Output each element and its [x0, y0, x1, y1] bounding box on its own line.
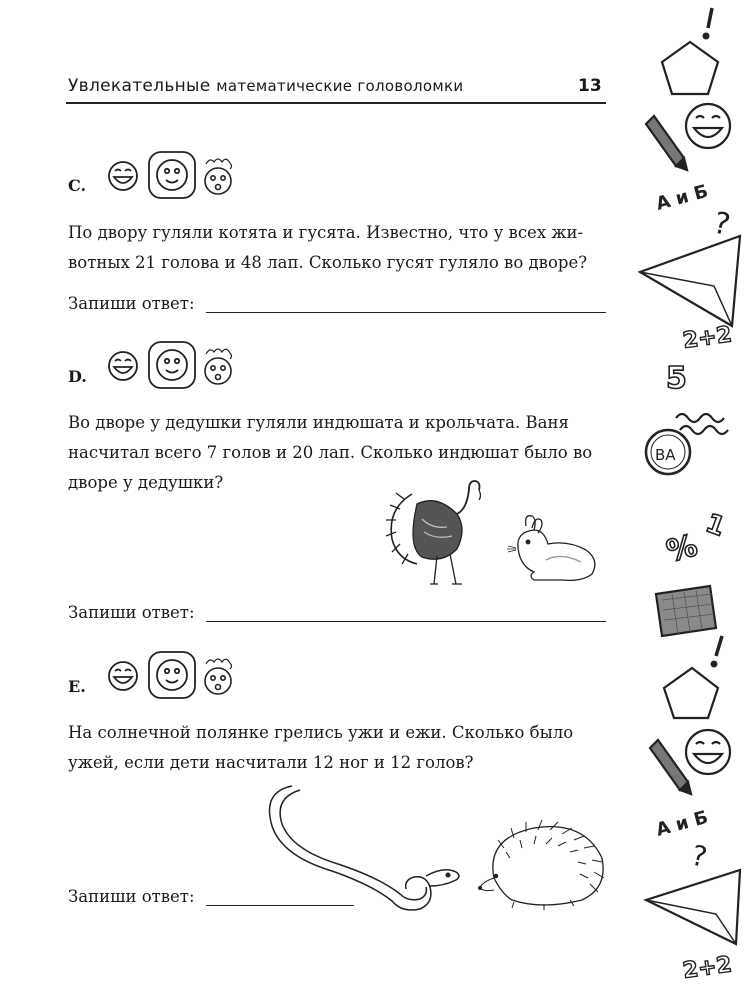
answer-field-e[interactable] — [206, 905, 354, 906]
problem-text-c — [68, 218, 608, 278]
snake-illustration — [254, 780, 474, 924]
pencil-icon — [646, 116, 687, 170]
digit-one-icon: 1 — [701, 508, 729, 543]
laughing-face-icon — [686, 730, 730, 774]
problem-c-line-1: По двору гуляли котята и гусята. Известно, что у всех жи- — [68, 223, 584, 242]
decorative-margin — [636, 0, 750, 1000]
problem-c-line-2: вотных 21 голова и 48 лап. Сколько гусят гуляло во дворе? — [68, 253, 588, 272]
confused-face-icon — [205, 659, 232, 694]
letters-top-text: А и Б — [653, 180, 711, 215]
rating-smileys-d — [106, 340, 246, 392]
question-icon: ? — [710, 205, 734, 244]
laughing-face-icon — [109, 162, 137, 190]
exclamation-text: ! — [710, 30, 711, 31]
page-header-title — [68, 76, 463, 96]
question-icon: ? — [688, 838, 710, 874]
answer-label-d: Запиши ответ: — [68, 603, 195, 622]
rabbit-illustration — [506, 514, 602, 590]
badge-text: BA — [655, 446, 676, 464]
sum-bottom-text: 2+2 — [681, 952, 734, 984]
problem-d-line-2: насчитал всего 7 голов и 20 лап. Сколько индюшат было во — [68, 443, 593, 462]
letters-bottom-text: А и Б — [653, 806, 711, 841]
percent-icon: % — [663, 528, 702, 570]
section-label-d: D. — [68, 367, 87, 386]
grid-square-icon — [656, 586, 716, 636]
selected-smiley-frame-icon — [149, 152, 195, 198]
exclamation-icon — [708, 8, 712, 28]
header-title-part1: Увлекательные — [68, 76, 211, 96]
header-divider — [66, 102, 606, 104]
header-title-part2: математические головоломки — [216, 77, 464, 95]
rating-smileys-c — [106, 150, 246, 202]
problem-d-line-3: дворе у дедушки? — [68, 473, 224, 492]
laughing-face-icon — [109, 662, 137, 690]
sum-top-text: 2+2 — [681, 322, 734, 354]
laughing-face-icon — [686, 104, 730, 148]
hedgehog-illustration — [474, 818, 608, 914]
confused-face-icon — [205, 159, 232, 194]
answer-field-d[interactable] — [206, 621, 606, 622]
digit-five-icon: 5 — [666, 361, 687, 396]
pencil-icon — [650, 740, 691, 794]
selected-smiley-frame-icon — [149, 652, 195, 698]
answer-label-c: Запиши ответ: — [68, 294, 195, 313]
answer-label-e: Запиши ответ: — [68, 887, 195, 906]
pentagon-icon — [664, 668, 718, 718]
rating-smileys-e — [106, 650, 246, 702]
problem-text-d — [68, 408, 608, 498]
problem-e-line-2: ужей, если дети насчитали 12 ног и 12 голов? — [68, 753, 474, 772]
section-label-e: E. — [68, 677, 86, 696]
turkey-illustration — [382, 474, 502, 590]
triangle-icon — [646, 870, 740, 944]
problem-text-e — [68, 718, 608, 778]
wavy-lines-icon — [676, 414, 724, 422]
page-number: 13 — [578, 76, 602, 96]
confused-face-icon — [205, 349, 232, 384]
pentagon-icon — [662, 42, 718, 94]
section-label-c: C. — [68, 176, 87, 195]
laughing-face-icon — [109, 352, 137, 380]
selected-smiley-frame-icon — [149, 342, 195, 388]
problem-d-line-1: Во дворе у дедушки гуляли индюшата и крольчата. Ваня — [68, 413, 569, 432]
problem-e-line-1: На солнечной полянке грелись ужи и ежи. Сколько было — [68, 723, 574, 742]
answer-field-c[interactable] — [206, 312, 606, 313]
